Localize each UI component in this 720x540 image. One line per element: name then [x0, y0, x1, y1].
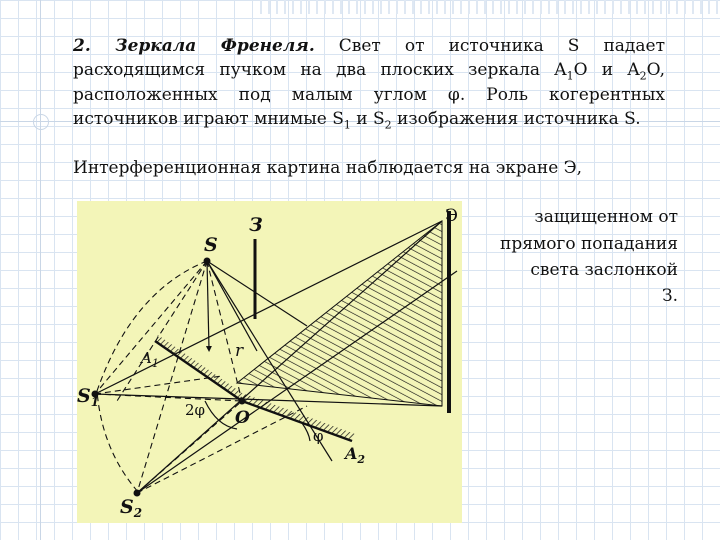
label-2phi: 2φ: [185, 401, 206, 419]
label-s: S: [204, 234, 218, 256]
text-run: и S: [356, 108, 385, 129]
label-o: O: [235, 408, 250, 428]
observation-line: Интерференционная картина наблюдается на экране Э,: [73, 158, 583, 178]
text-run: O и A: [573, 60, 640, 81]
label-screen: Э: [445, 206, 459, 226]
right-text-line-3: света заслонкой: [530, 260, 678, 280]
right-text-line-4: З.: [662, 286, 678, 306]
subscript: 2: [384, 118, 392, 132]
point-s: [204, 258, 211, 265]
margin-ring: [33, 114, 49, 130]
intro-paragraph: [73, 34, 665, 131]
label-s1: $S_1$: [77, 385, 100, 409]
point-s2: [134, 490, 141, 497]
label-s2: $S_2$: [120, 496, 143, 520]
label-a2: $A_2$: [345, 444, 366, 466]
point-o: [239, 398, 246, 405]
fresnel-mirrors-diagram: [77, 201, 462, 523]
top-decoration: [260, 0, 720, 14]
right-text-line-2: прямого попадания: [500, 234, 678, 254]
margin-line: [40, 0, 41, 540]
label-r: r: [235, 341, 244, 361]
text-run: Свет от источника S падает расходящимся пучком на два плоских зеркала A: [73, 36, 665, 81]
label-a1: $A_1$: [141, 349, 159, 370]
label-phi: φ: [313, 427, 324, 445]
label-shield: З: [249, 214, 263, 236]
text-run: изображения источника S.: [397, 108, 641, 129]
subscript: 2: [639, 69, 647, 83]
subscript: 1: [343, 118, 351, 132]
section-heading: 2. Зеркала Френеля.: [73, 36, 315, 56]
text-run: O, расположенных под малым углом φ. Роль когерентных источников играют мнимые S: [73, 60, 665, 129]
right-text-line-1: защищенном от: [534, 207, 678, 227]
subscript: 1: [566, 69, 574, 83]
